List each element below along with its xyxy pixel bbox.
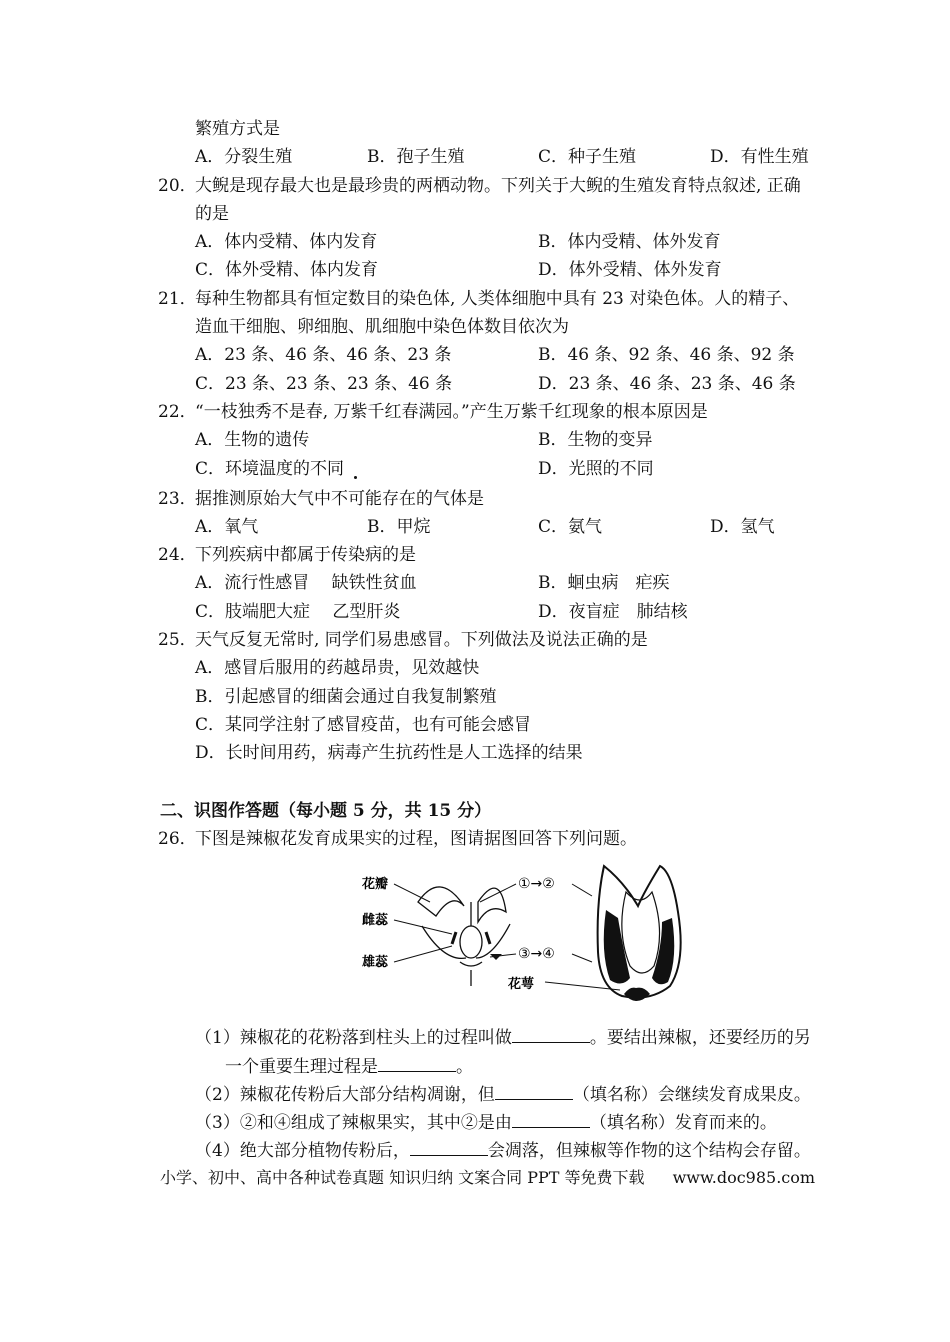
q26-number: 26． bbox=[158, 829, 197, 849]
label-pistil: 雌蕊 bbox=[362, 913, 389, 928]
q21-stem-line2: 造血干细胞、卵细胞、肌细胞中染色体数目依次为 bbox=[195, 317, 569, 337]
q26-sub4-text-a: （4）绝大部分植物传粉后， bbox=[195, 1141, 410, 1161]
q26-sub4 bbox=[195, 1139, 811, 1162]
pepper-flower-diagram bbox=[360, 862, 688, 1010]
q22-option-b: B．生物的变异 bbox=[538, 430, 653, 450]
q20-option-a: A．体内受精、体内发育 bbox=[195, 232, 378, 252]
footer-text: 小学、初中、高中各种试卷真题 知识归纳 文案合同 PPT 等免费下载 bbox=[160, 1168, 645, 1187]
q20-option-b: B．体内受精、体外发育 bbox=[538, 232, 721, 252]
q26-sub2-text-a: （2）辣椒花传粉后大部分结构凋谢，但 bbox=[195, 1085, 495, 1105]
q25-option-b: B．引起感冒的细菌会通过自我复制繁殖 bbox=[195, 687, 497, 707]
q26-sub3-text-b: （填名称）发育而来的。 bbox=[589, 1113, 777, 1133]
label-calyx: 花萼 bbox=[508, 977, 535, 992]
q20-stem-line1: 大鲵是现存最大也是最珍贵的两栖动物。下列关于大鲵的生殖发育特点叙述, 正确 bbox=[195, 176, 801, 196]
answer-blank-1[interactable] bbox=[512, 1026, 590, 1043]
label-arrow-2: ③→④ bbox=[518, 946, 555, 962]
q21-option-b: B．46 条、92 条、46 条、92 条 bbox=[538, 345, 795, 365]
q26-sub4-text-b: 会凋落，但辣椒等作物的这个结构会存留。 bbox=[487, 1141, 811, 1161]
q24-option-a: A．流行性感冒 缺铁性贫血 bbox=[195, 573, 417, 593]
q23-option-c: C．氨气 bbox=[538, 517, 603, 537]
q19-continuation: 繁殖方式是 bbox=[195, 119, 280, 139]
q24-number: 24． bbox=[158, 545, 197, 565]
q20-option-d: D．体外受精、体外发育 bbox=[538, 260, 722, 280]
q26-sub1 bbox=[195, 1026, 811, 1049]
q23-option-b: B．甲烷 bbox=[367, 517, 431, 537]
q26-sub1-text-b: 。要结出辣椒，还要经历的另 bbox=[589, 1028, 811, 1048]
q21-stem-line1: 每种生物都具有恒定数目的染色体, 人类体细胞中具有 23 对染色体。人的精子、 bbox=[195, 289, 800, 309]
q26-sub1-text-a: （1）辣椒花的花粉落到柱头上的过程叫做 bbox=[195, 1028, 512, 1048]
footer-url[interactable]: www.doc985.com bbox=[672, 1168, 816, 1187]
q23-number: 23． bbox=[158, 489, 197, 509]
q19-option-b: B．孢子生殖 bbox=[367, 147, 465, 167]
q19-option-c: C．种子生殖 bbox=[538, 147, 637, 167]
q23-option-d: D．氢气 bbox=[710, 517, 775, 537]
q21-option-c: C．23 条、23 条、23 条、46 条 bbox=[195, 374, 453, 394]
q26-sub1-text-c: 一个重要生理过程是 bbox=[225, 1057, 378, 1077]
q22-option-d: D．光照的不同 bbox=[538, 459, 654, 479]
q24-option-d: D．夜盲症 肺结核 bbox=[538, 602, 688, 622]
q19-option-d: D．有性生殖 bbox=[710, 147, 809, 167]
q22-stem: “一枝独秀不是春, 万紫千红春满园。”产生万紫千红现象的根本原因是 bbox=[195, 402, 708, 422]
q26-sub3 bbox=[195, 1111, 777, 1134]
q26-sub1-text-d: 。 bbox=[456, 1057, 473, 1077]
emphasis-dot bbox=[354, 476, 357, 479]
label-arrow-1: ①→② bbox=[518, 876, 555, 892]
q24-option-b: B．蛔虫病 疟疾 bbox=[538, 573, 670, 593]
answer-blank-5[interactable] bbox=[410, 1139, 488, 1156]
q26-sub1-cont bbox=[225, 1055, 473, 1078]
q25-option-d: D．长时间用药，病毒产生抗药性是人工选择的结果 bbox=[195, 743, 583, 763]
answer-blank-2[interactable] bbox=[378, 1055, 456, 1072]
q25-option-c: C．某同学注射了感冒疫苗，也有可能会感冒 bbox=[195, 715, 532, 735]
q23-stem: 据推测原始大气中不可能存在的气体是 bbox=[195, 489, 484, 509]
q23-option-a: A．氧气 bbox=[195, 517, 259, 537]
q20-option-c: C．体外受精、体内发育 bbox=[195, 260, 379, 280]
label-petal: 花瓣 bbox=[362, 877, 389, 892]
q20-stem-line2: 的是 bbox=[195, 204, 229, 224]
q25-number: 25． bbox=[158, 630, 197, 650]
q22-option-c: C．环境温度的不同 bbox=[195, 459, 345, 479]
q21-option-a: A．23 条、46 条、46 条、23 条 bbox=[195, 345, 452, 365]
q26-sub2 bbox=[195, 1083, 811, 1106]
footer bbox=[160, 1165, 815, 1188]
q25-stem: 天气反复无常时, 同学们易患感冒。下列做法及说法正确的是 bbox=[195, 630, 648, 650]
label-stamen: 雄蕊 bbox=[362, 955, 389, 970]
q21-option-d: D．23 条、46 条、23 条、46 条 bbox=[538, 374, 796, 394]
answer-blank-4[interactable] bbox=[512, 1111, 590, 1128]
q24-stem: 下列疾病中都属于传染病的是 bbox=[195, 545, 416, 565]
q22-number: 22． bbox=[158, 402, 197, 422]
q26-sub3-text-a: （3）②和④组成了辣椒果实，其中②是由 bbox=[195, 1113, 512, 1133]
q26-sub2-text-b: （填名称）会继续发育成果皮。 bbox=[572, 1085, 811, 1105]
section-title: 二、识图作答题（每小题 5 分，共 15 分） bbox=[160, 801, 492, 821]
q22-option-a: A．生物的遗传 bbox=[195, 430, 310, 450]
q25-option-a: A．感冒后服用的药越昂贵，见效越快 bbox=[195, 658, 480, 678]
q26-stem: 下图是辣椒花发育成果实的过程，图请据图回答下列问题。 bbox=[195, 829, 637, 849]
q21-number: 21． bbox=[158, 289, 197, 309]
q19-option-a: A．分裂生殖 bbox=[195, 147, 293, 167]
answer-blank-3[interactable] bbox=[495, 1083, 573, 1100]
q24-option-c: C．肢端肥大症 乙型肝炎 bbox=[195, 602, 401, 622]
q20-number: 20． bbox=[158, 176, 197, 196]
